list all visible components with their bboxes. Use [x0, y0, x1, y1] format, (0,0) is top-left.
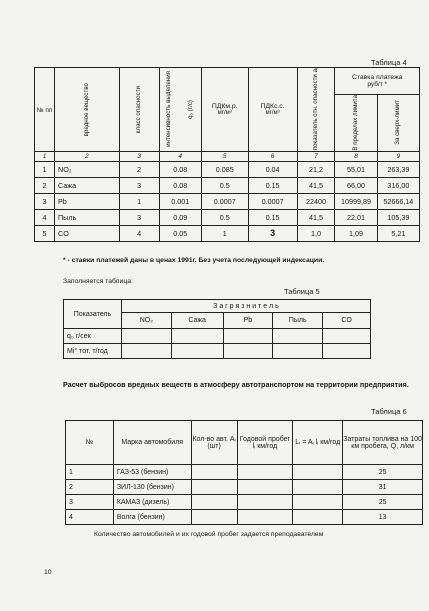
table-row: 1 NO₂ 2 0.08 0.085 0.04 21,2 55,01 263,39: [35, 161, 420, 177]
col-header-rate: Ставка платежа руб/т *: [335, 68, 420, 95]
col-header-within-limit: В пределах лимита: [335, 95, 377, 152]
col-header-over-limit: За сверх-лимит: [377, 95, 419, 152]
col-header-pdk-mr: ПДКм.р. мг/м³: [201, 68, 248, 152]
col-header-fuel: Затраты топлива на 100 км пробега, Q, л/км: [343, 421, 423, 465]
table-row: 1 ГАЗ-53 (бензин) 25: [66, 465, 423, 480]
section-heading: Расчет выбросов вредных веществ в атмосферу автотранспортом на территории предприятия.: [63, 380, 409, 389]
footnote: * - ставки платежей даны в ценах 1991г. Без учета последующей индексации.: [63, 257, 325, 264]
col-header-total: Lᵢ = Aᵢ lᵢ км/год: [293, 421, 343, 465]
col-header-no: № пп: [35, 68, 55, 152]
table-row: 5 CO 4 0.05 1 3 1,0 1,09 5,21: [35, 225, 420, 241]
col-header-danger-index: показатель отн. опасности аᵢ: [297, 68, 335, 152]
table-row: 4 Пыль 3 0.09 0.5 0.15 41,5 22,01 105,39: [35, 209, 420, 225]
fill-table-text: Заполняется таблица:: [63, 278, 133, 285]
bottom-note: Количество автомобилей и их годовой пробег задается преподавателем: [94, 531, 324, 538]
table6-caption: Таблица 6: [371, 407, 407, 416]
vehicles-table: [65, 420, 423, 525]
col-header-intensity: интенсивность выделения q₀ (г/с): [159, 68, 201, 152]
emissions-table: [34, 67, 420, 242]
col-header-substance: вредное вещество: [55, 68, 120, 152]
table-row: q₀ г/сек: [64, 329, 371, 344]
table-row: Mi° тот. т/год: [64, 344, 371, 359]
col-header-count: Кол-во авт. Aᵢ (шт): [191, 421, 237, 465]
col-header-no: №: [66, 421, 114, 465]
col-header-mileage: Годовой пробег lᵢ км/год: [237, 421, 293, 465]
table-row: 3 КАМАЗ (дизель) 25: [66, 495, 423, 510]
column-numbers-row: 1 2 3 4 5 6 7 8 9: [35, 151, 420, 161]
col-header-class: класс опасности: [119, 68, 159, 152]
page-number: 10: [44, 569, 52, 576]
table-row: 2 Сажа 3 0.08 0.5 0.15 41,5 66,00 316,00: [35, 177, 420, 193]
col-header-pdk-ss: ПДКс.с. мг/м³: [248, 68, 297, 152]
table4-caption: Таблица 4: [371, 58, 407, 67]
pollutant-group-header: З а г р я з н и т е л ь: [121, 300, 370, 313]
table5-caption: Таблица 5: [284, 287, 320, 296]
table-row: 4 Волга (бензин) 13: [66, 510, 423, 525]
table-row: 3 Pb 1 0.001 0.0007 0.0007 22400 10999,89 52666,14: [35, 193, 420, 209]
pollutant-table: Показатель З а г р я з н и т е л ь NO₂ Сажа Pb Пыль CO q₀ г/сек Mi° тот. т/год: [63, 299, 371, 359]
table-row: 2 ЗИЛ-130 (бензин) 31: [66, 480, 423, 495]
col-header-brand: Марка автомобиля: [113, 421, 191, 465]
indicator-header: Показатель: [64, 300, 122, 329]
